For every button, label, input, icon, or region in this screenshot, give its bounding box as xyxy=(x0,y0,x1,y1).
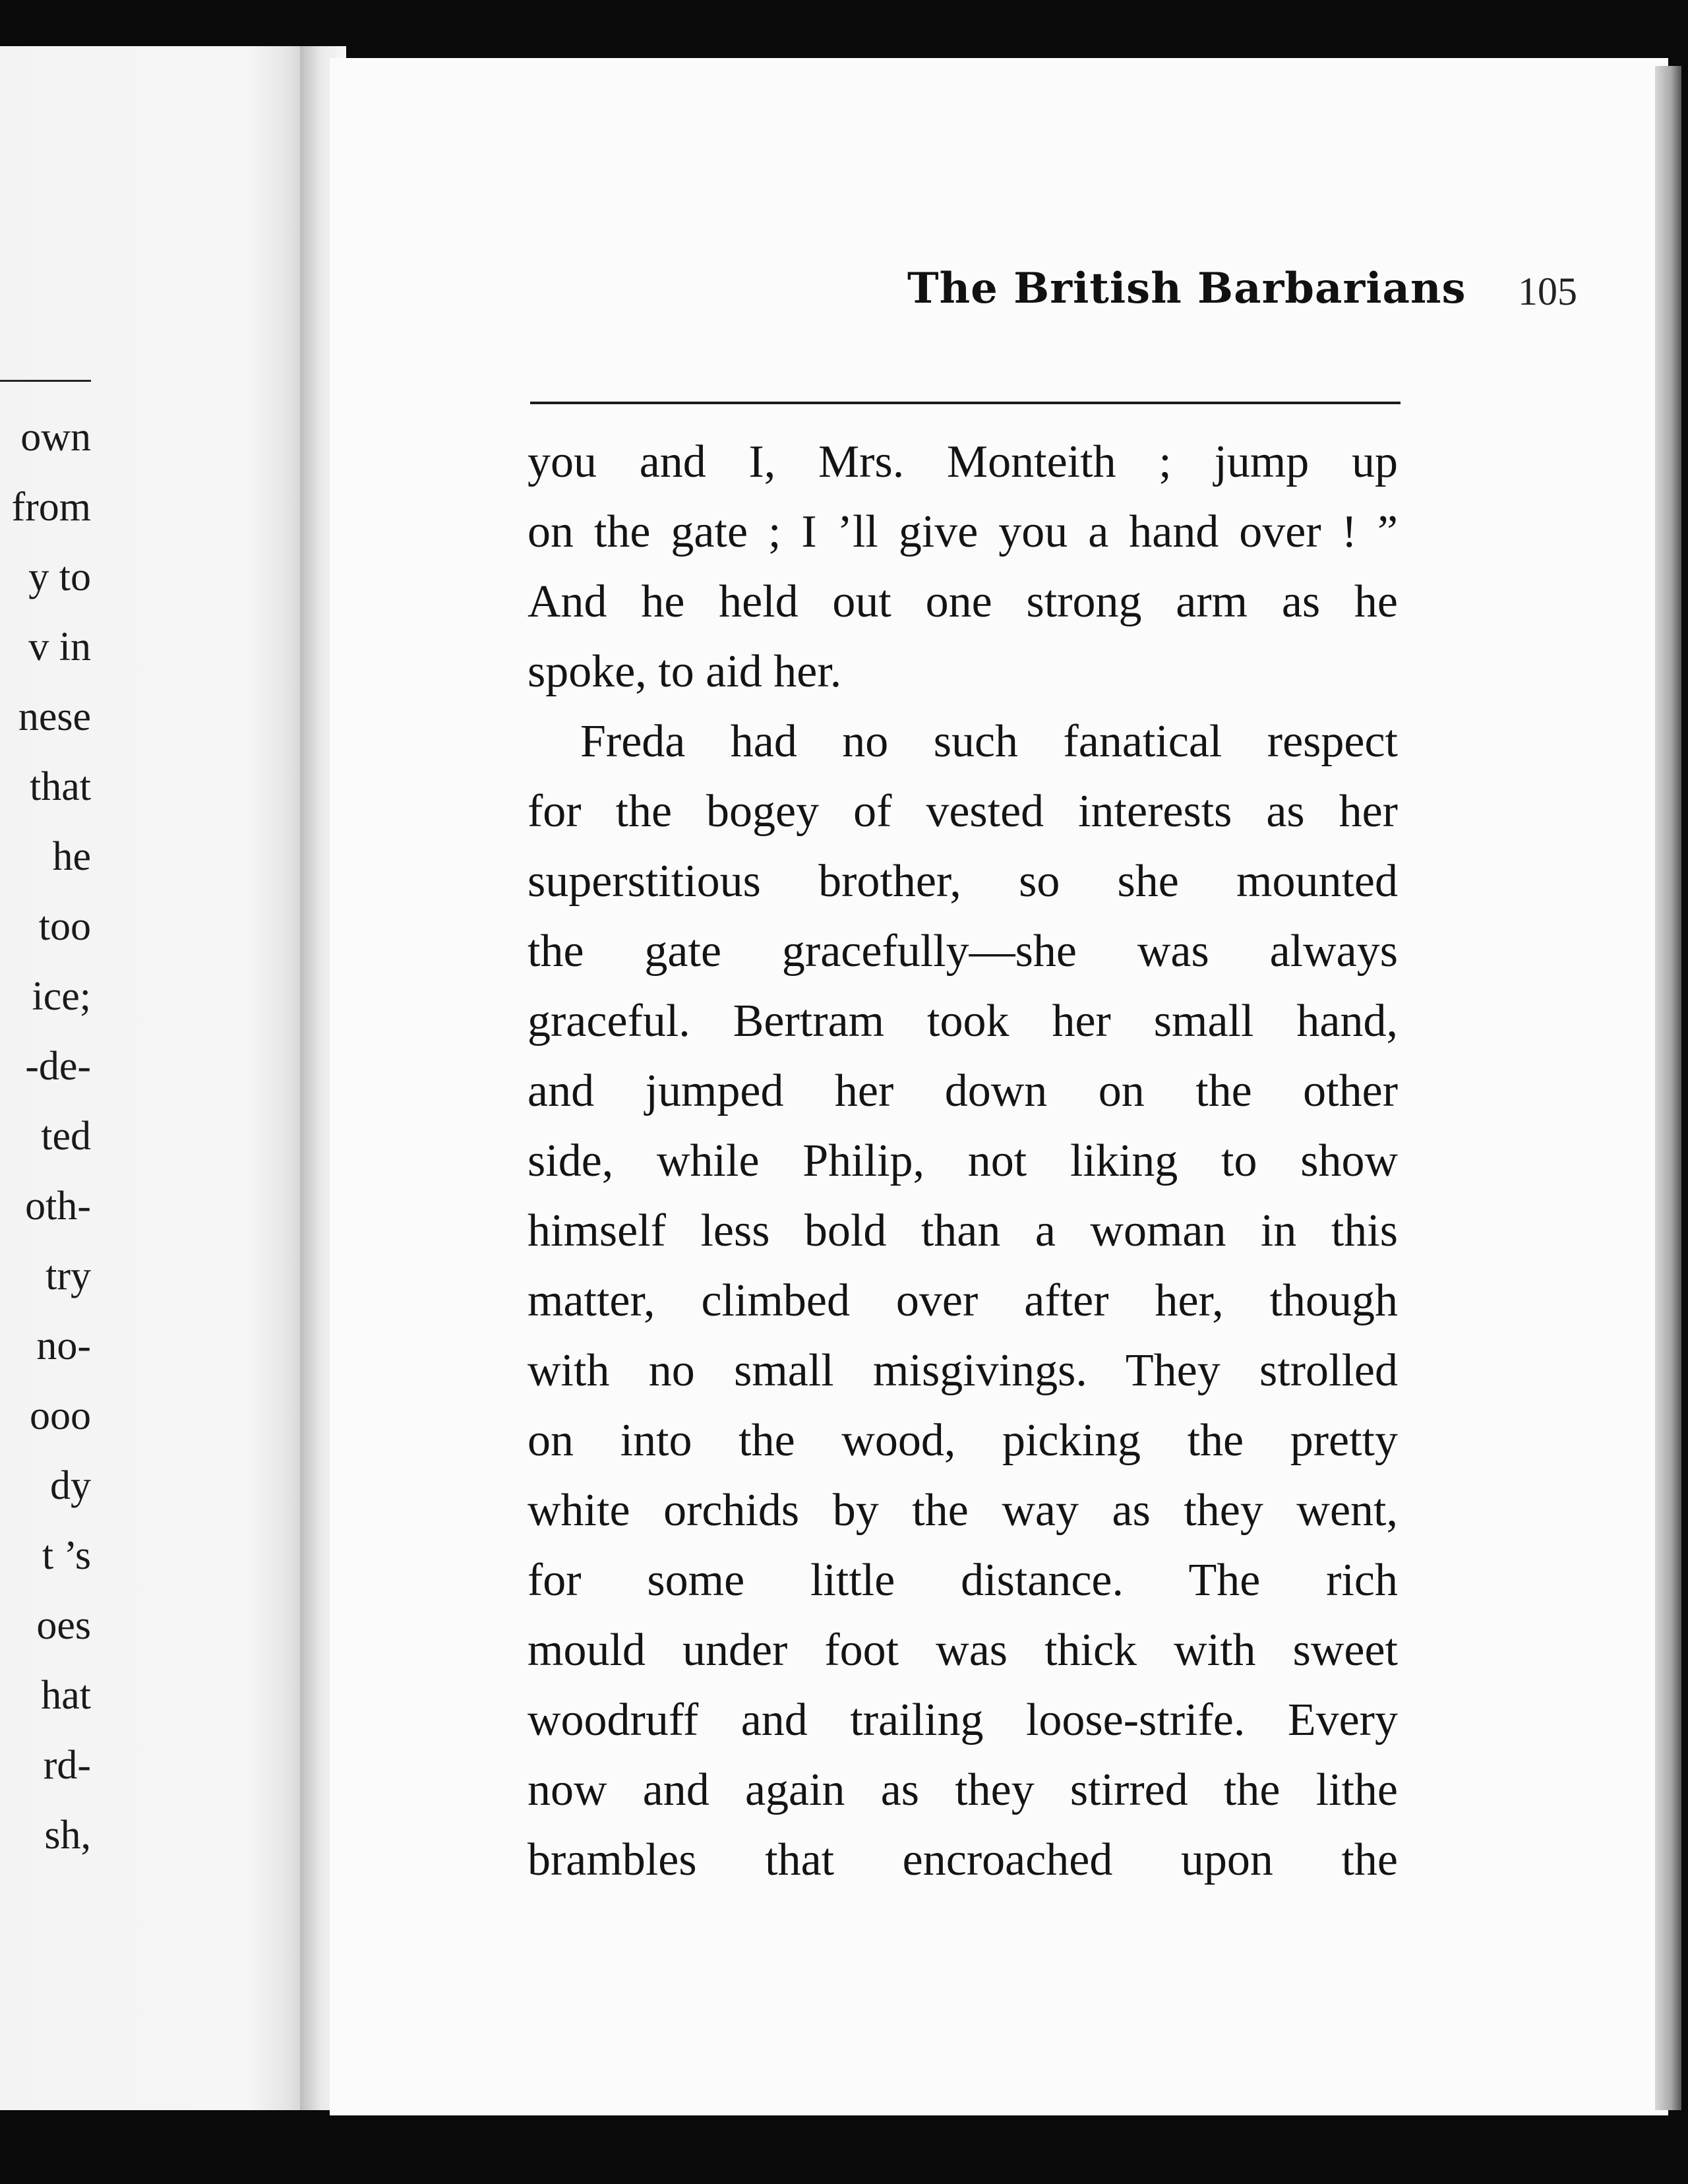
left-line-fragment: y to xyxy=(28,555,91,599)
left-line-fragment: too xyxy=(38,904,91,949)
header-rule xyxy=(530,402,1401,404)
left-line-fragment: rd- xyxy=(43,1743,91,1788)
text-line: on the gate ; I ’ll give you a hand over ! ” xyxy=(528,506,1398,557)
text-line: with no small misgivings. They strolled xyxy=(528,1345,1398,1396)
text-line: woodruff and trailing loose-strife. Every xyxy=(528,1695,1398,1745)
body-text xyxy=(528,427,1398,1895)
left-line-fragment: hat xyxy=(41,1673,91,1718)
left-line-fragment: t ’s xyxy=(42,1533,91,1578)
text-line: matter, climbed over after her, though xyxy=(528,1275,1398,1326)
left-line-fragment: ice; xyxy=(32,974,91,1019)
right-page xyxy=(330,58,1668,2115)
page-edge-shadow xyxy=(1655,66,1681,2110)
text-line: brambles that encroached upon the xyxy=(528,1835,1398,1885)
left-line-fragment: try xyxy=(45,1254,91,1298)
text-line: you and I, Mrs. Monteith ; jump up xyxy=(528,437,1398,487)
left-page-header-rule xyxy=(0,380,91,382)
text-line: graceful. Bertram took her small hand, xyxy=(528,996,1398,1046)
left-page xyxy=(0,46,310,2110)
running-title: The British Barbarians xyxy=(907,264,1466,313)
text-line: and jumped her down on the other xyxy=(528,1066,1398,1116)
left-line-fragment: ted xyxy=(41,1114,91,1159)
left-line-fragment: ooo xyxy=(30,1393,91,1438)
left-line-fragment: oes xyxy=(36,1603,91,1648)
text-line: for some little distance. The rich xyxy=(528,1555,1398,1606)
text-line: And he held out one strong arm as he xyxy=(528,576,1398,627)
text-line: spoke, to aid her. xyxy=(528,646,842,697)
text-line: on into the wood, picking the pretty xyxy=(528,1415,1398,1466)
text-line: Freda had no such fanatical respect xyxy=(580,716,1398,767)
page-number: 105 xyxy=(1518,270,1577,313)
text-line: for the bogey of vested interests as her xyxy=(528,786,1398,837)
text-line: mould under foot was thick with sweet xyxy=(528,1625,1398,1676)
text-line: superstitious brother, so she mounted xyxy=(528,856,1398,907)
left-line-fragment: -de- xyxy=(25,1044,91,1089)
text-line: himself less bold than a woman in this xyxy=(528,1205,1398,1256)
text-line: the gate gracefully—she was always xyxy=(528,926,1398,977)
left-line-fragment: dy xyxy=(50,1463,91,1508)
left-line-fragment: no- xyxy=(36,1323,91,1368)
left-line-fragment: own xyxy=(20,415,91,460)
text-line: white orchids by the way as they went, xyxy=(528,1485,1398,1536)
left-line-fragment: that xyxy=(30,764,91,809)
left-line-fragment: from xyxy=(11,485,91,530)
left-line-fragment: nese xyxy=(18,694,91,739)
left-line-fragment: he xyxy=(52,834,91,879)
running-head xyxy=(528,264,1596,343)
left-line-fragment: oth- xyxy=(25,1184,91,1228)
left-line-fragment: v in xyxy=(28,624,91,669)
left-page-text-fragments xyxy=(0,413,91,1881)
text-line: side, while Philip, not liking to show xyxy=(528,1136,1398,1186)
left-line-fragment: sh, xyxy=(44,1813,91,1858)
text-line: now and again as they stirred the lithe xyxy=(528,1765,1398,1815)
